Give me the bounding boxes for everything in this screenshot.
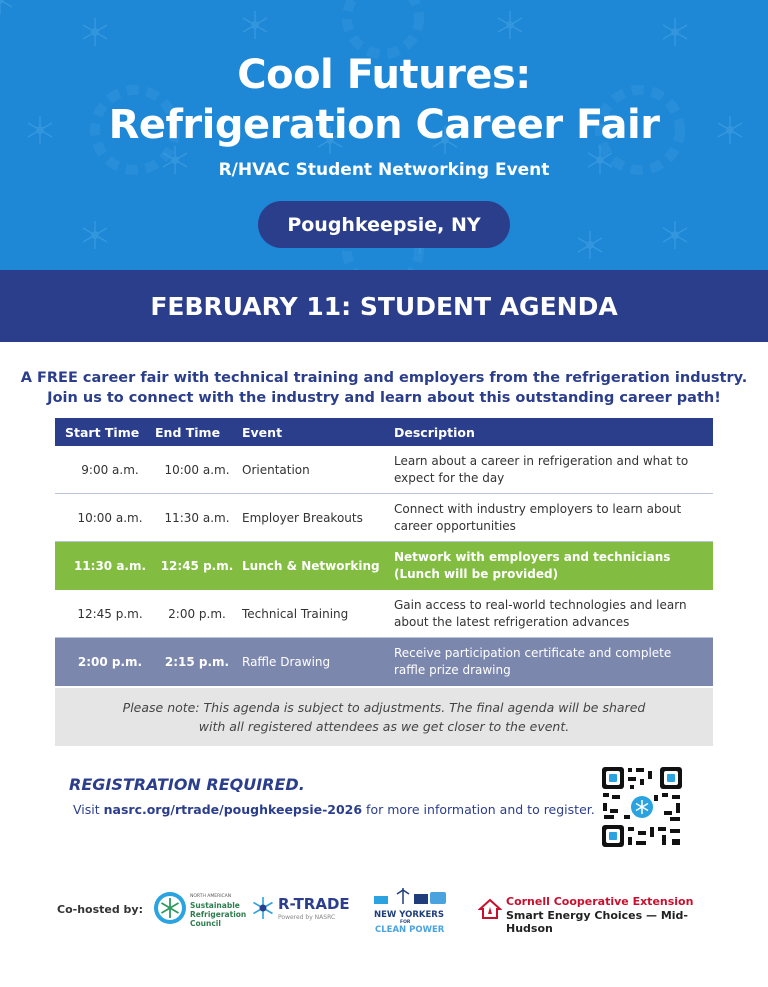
location-badge: Poughkeepsie, NY (258, 201, 510, 248)
header-start: Start Time (65, 424, 140, 440)
cell-event: Technical Training (242, 606, 349, 621)
hero-banner (0, 0, 768, 270)
table-row-highlight (55, 542, 713, 590)
visit-label: Visit (73, 802, 100, 817)
cce-logo (478, 895, 718, 935)
cell-end: 11:30 a.m. (164, 510, 230, 525)
cell-description: Gain access to real-world technologies and learn about the latest refrigeration advances (394, 597, 687, 629)
registration-link[interactable]: nasrc.org/rtrade/poughkeepsie-2026 (103, 802, 363, 817)
registration-title: REGISTRATION REQUIRED. (69, 775, 305, 794)
nasrc-logo (152, 890, 247, 928)
cce-line-1: Cornell Cooperative Extension (506, 895, 694, 908)
cohosted-label: Co-hosted by: (57, 903, 143, 916)
cell-description: Network with employers and technicians (Lunch will be provided) (394, 550, 671, 581)
cell-start: 10:00 a.m. (77, 510, 143, 525)
table-row (55, 494, 713, 542)
cell-description: Receive participation certificate and complete raffle prize drawing (394, 646, 672, 677)
cell-end: 2:00 p.m. (168, 606, 226, 621)
cell-end: 2:15 p.m. (164, 655, 230, 669)
event-subtitle: R/HVAC Student Networking Event (218, 160, 550, 180)
nyc-clean-power-logo (370, 886, 450, 934)
rtrade-snowflake-icon (250, 895, 276, 921)
cell-event: Employer Breakouts (242, 510, 363, 525)
agenda-band: FEBRUARY 11: STUDENT AGENDA (0, 270, 768, 342)
cell-end: 12:45 p.m. (160, 559, 234, 573)
title-line-1: Cool Futures: (237, 52, 531, 98)
qr-code-icon[interactable] (600, 765, 684, 849)
clean-energy-icon (370, 886, 450, 908)
header-description: Description (394, 424, 475, 440)
header-event: Event (242, 424, 283, 440)
nasrc-line-2: Refrigeration (190, 910, 247, 919)
intro-line-1: A FREE career fair with technical training and employers from the refrigeration industry. (20, 370, 748, 386)
cell-start: 12:45 p.m. (77, 606, 143, 621)
nasrc-emblem-icon (152, 890, 188, 926)
intro-line-2: Join us to connect with the industry and learn about this outstanding career path! (47, 390, 721, 406)
cell-event: Lunch & Networking (242, 559, 380, 573)
nasrc-line-3: Council (190, 919, 221, 928)
cell-description: Connect with industry employers to learn about career opportunities (394, 501, 682, 533)
cell-start: 2:00 p.m. (77, 655, 143, 669)
cell-end: 10:00 a.m. (164, 462, 230, 477)
rtrade-name: R-TRADE (278, 895, 350, 913)
nasrc-text (190, 892, 246, 928)
title-line-2: Refrigeration Career Fair (108, 102, 660, 148)
cell-start: 11:30 a.m. (73, 559, 147, 573)
agenda-table (55, 418, 713, 686)
cell-description: Learn about a career in refrigeration and what to expect for the day (394, 453, 689, 485)
intro-text (0, 368, 768, 408)
rtrade-logo (250, 893, 350, 925)
note-line-2: with all registered attendees as we get closer to the event. (198, 719, 570, 734)
cce-line-2: Smart Energy Choices — Mid-Hudson (506, 909, 688, 935)
table-row-highlight (55, 638, 713, 686)
agenda-note (55, 688, 713, 746)
registration-suffix: for more information and to register. (366, 802, 595, 817)
cell-start: 9:00 a.m. (81, 462, 139, 477)
table-row (55, 446, 713, 494)
table-row (55, 590, 713, 638)
nyc-line-3: CLEAN POWER (375, 925, 445, 935)
note-line-1: Please note: This agenda is subject to adjustments. The final agenda will be shared (122, 700, 646, 715)
header-end: End Time (155, 424, 221, 440)
nyc-line-2: FOR (400, 920, 411, 925)
table-header (55, 418, 713, 446)
nasrc-small: NORTH AMERICAN (190, 894, 232, 899)
house-icon (478, 897, 502, 921)
nyc-line-1: NEW YORKERS (374, 910, 444, 920)
rtrade-powered: Powered by NASRC (278, 914, 336, 921)
registration-line (73, 802, 595, 817)
nasrc-line-1: Sustainable (190, 901, 240, 910)
cell-event: Orientation (242, 462, 310, 477)
cell-event: Raffle Drawing (242, 655, 331, 669)
